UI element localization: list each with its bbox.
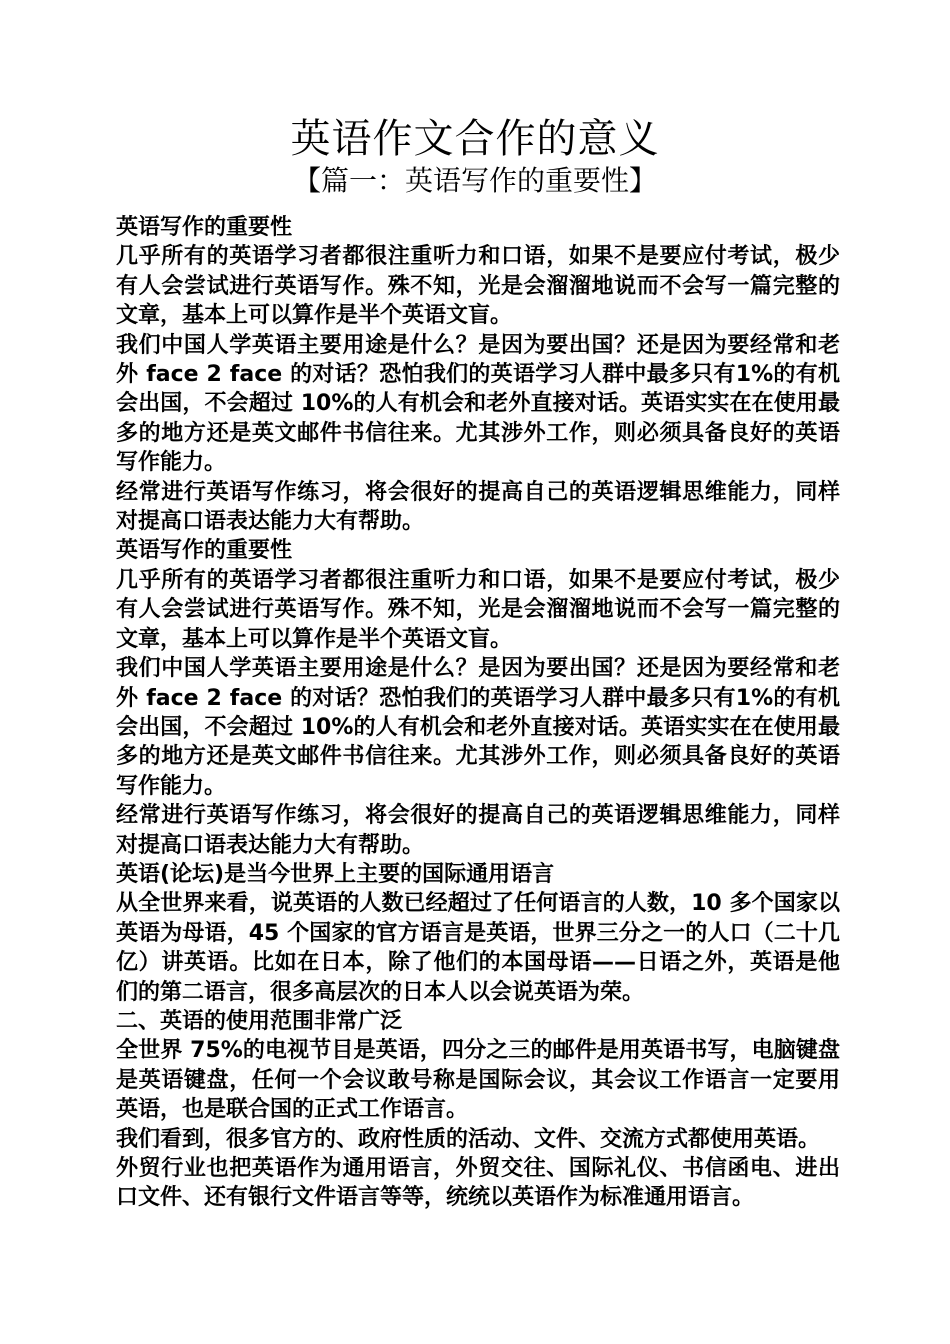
paragraph-heading: 英语(论坛)是当今世界上主要的国际通用语言 [116, 861, 555, 887]
document-subtitle: 【篇一：英语写作的重要性】 [292, 164, 657, 197]
paragraph-heading: 二、英语的使用范围非常广泛 [116, 1008, 403, 1034]
paragraph: 几乎所有的英语学习者都很注重听力和口语，如果不是要应付考试，极少有人会尝试进行英语写作。殊不知，光是会溜溜地说而不会写一篇完整的文章，基本上可以算作是半个英语文盲。 [116, 567, 840, 652]
paragraph: 全世界 75%的电视节目是英语，四分之三的邮件是用英语书写，电脑键盘是英语键盘，任何一个会议敢号称是国际会议，其会议工作语言一定要用英语，也是联合国的正式工作语言。 [116, 1038, 840, 1123]
paragraph: 我们中国人学英语主要用途是什么？是因为要出国？还是因为要经常和老外 face 2 face 的对话？恐怕我们的英语学习人群中最多只有1%的有机会出国，不会超过 10%的人有机会和老外直接对话。英语实实在在使用最多的地方还是英文邮件书信往来。尤其涉外工作，则必须具备良好的英语写作能力。 [116, 332, 840, 476]
paragraph: 外贸行业也把英语作为通用语言，外贸交往、国际礼仪、书信函电、进出口文件、还有银行文件语言等等，统统以英语作为标准通用语言。 [116, 1156, 840, 1211]
paragraph: 我们看到，很多官方的、政府性质的活动、文件、交流方式都使用英语。 [116, 1126, 821, 1152]
document-title: 英语作文合作的意义 [290, 116, 660, 162]
paragraph: 经常进行英语写作练习，将会很好的提高自己的英语逻辑思维能力，同样对提高口语表达能力大有帮助。 [116, 479, 840, 535]
paragraph-heading: 英语写作的重要性 [116, 538, 293, 564]
paragraph: 几乎所有的英语学习者都很注重听力和口语，如果不是要应付考试，极少有人会尝试进行英语写作。殊不知，光是会溜溜地说而不会写一篇完整的文章，基本上可以算作是半个英语文盲。 [116, 244, 840, 329]
paragraph: 我们中国人学英语主要用途是什么？是因为要出国？还是因为要经常和老外 face 2 face 的对话？恐怕我们的英语学习人群中最多只有1%的有机会出国，不会超过 10%的人有机会和老外直接对话。英语实实在在使用最多的地方还是英文邮件书信往来。尤其涉外工作，则必须具备良好的英语写作能力。 [116, 656, 840, 799]
paragraph-heading: 英语写作的重要性 [116, 215, 293, 240]
paragraph: 从全世界来看，说英语的人数已经超过了任何语言的人数，10 多个国家以英语为母语，45 个国家的官方语言是英语，世界三分之一的人口（二十几亿）讲英语。比如在日本，除了他们的本国母语——日语之外，英语是他们的第二语言，很多高层次的日本人以会说英语为荣。 [116, 891, 840, 1005]
document-body [116, 213, 840, 1213]
paragraph: 经常进行英语写作练习，将会很好的提高自己的英语逻辑思维能力，同样对提高口语表达能力大有帮助。 [116, 803, 840, 858]
